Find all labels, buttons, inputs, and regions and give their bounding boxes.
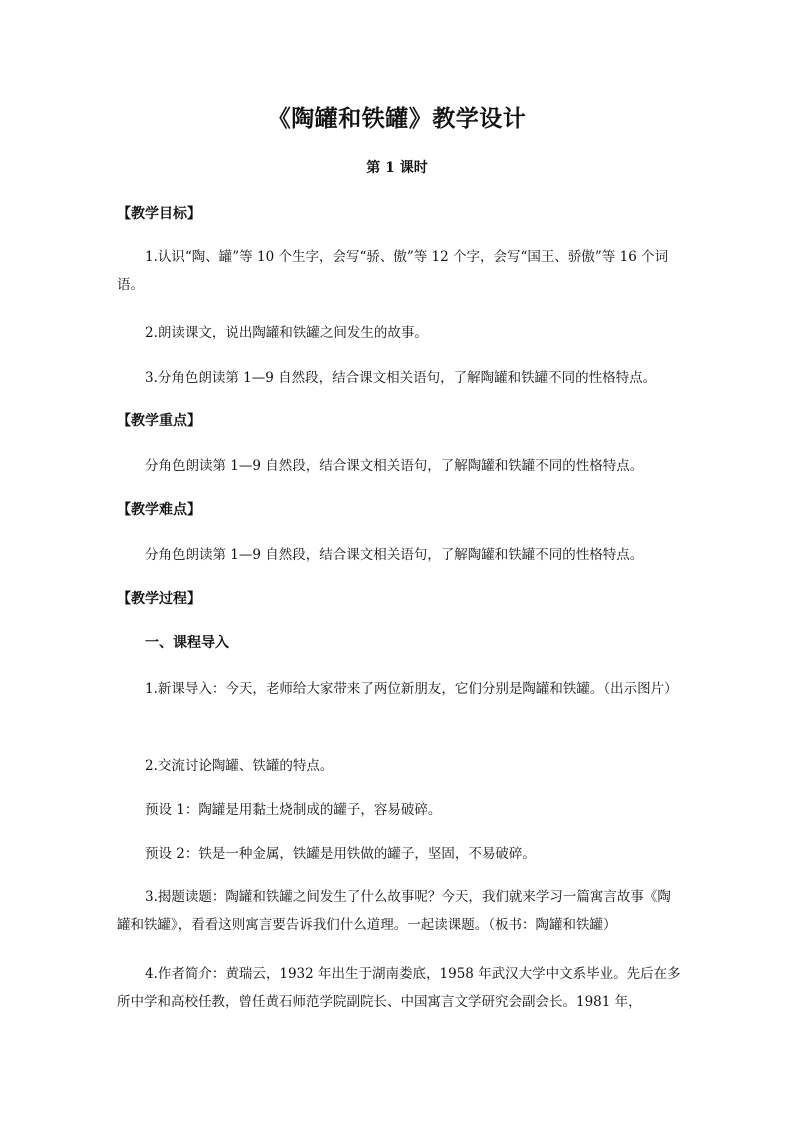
- process-part1-heading: 一、课程导入: [145, 635, 229, 651]
- process-item: 2.交流讨论陶罐、铁罐的特点。: [145, 758, 334, 774]
- objective-item: 3.分角色朗读第 1—9 自然段，结合课文相关语句，了解陶罐和铁罐不同的性格特点。: [145, 370, 657, 386]
- process-item: 预设 1：陶罐是用黏土烧制成的罐子，容易破碎。: [145, 802, 442, 818]
- lesson-period: 第 1 课时: [366, 160, 428, 176]
- objective-item: 2.朗读课文，说出陶罐和铁罐之间发生的故事。: [145, 325, 428, 341]
- key-points-heading: 【教学重点】: [117, 413, 201, 429]
- difficulties-heading: 【教学难点】: [117, 502, 201, 518]
- objective-item: 1.认识“陶、罐”等 10 个生字，会写“骄、傲”等 12 个字，会写“国王、骄傲”等 16 个词语。: [117, 249, 669, 293]
- objectives-heading: 【教学目标】: [117, 206, 201, 222]
- key-points-text: 分角色朗读第 1—9 自然段，结合课文相关语句，了解陶罐和铁罐不同的性格特点。: [145, 458, 644, 474]
- process-item: 1.新课导入：今天，老师给大家带来了两位新朋友，它们分别是陶罐和铁罐。（出示图片）: [145, 681, 678, 697]
- document-title: 《陶罐和铁罐》教学设计: [267, 105, 527, 132]
- process-item: 预设 2：铁是一种金属，铁罐是用铁做的罐子，坚固，不易破碎。: [145, 846, 536, 862]
- process-item: 4.作者简介：黄瑞云，1932 年出生于湖南娄底，1958 年武汉大学中文系毕业。先后在多所中学和高校任教，曾任黄石师范学院副院长、中国寓言文学研究会副会长。1981 年，: [117, 966, 681, 1010]
- difficulties-text: 分角色朗读第 1—9 自然段，结合课文相关语句，了解陶罐和铁罐不同的性格特点。: [145, 547, 644, 563]
- process-heading: 【教学过程】: [117, 591, 201, 607]
- process-item: 3.揭题读题：陶罐和铁罐之间发生了什么故事呢？今天，我们就来学习一篇寓言故事《陶罐和铁罐》，看看这则寓言要告诉我们什么道理。一起读课题。（板书：陶罐和铁罐）: [117, 889, 671, 933]
